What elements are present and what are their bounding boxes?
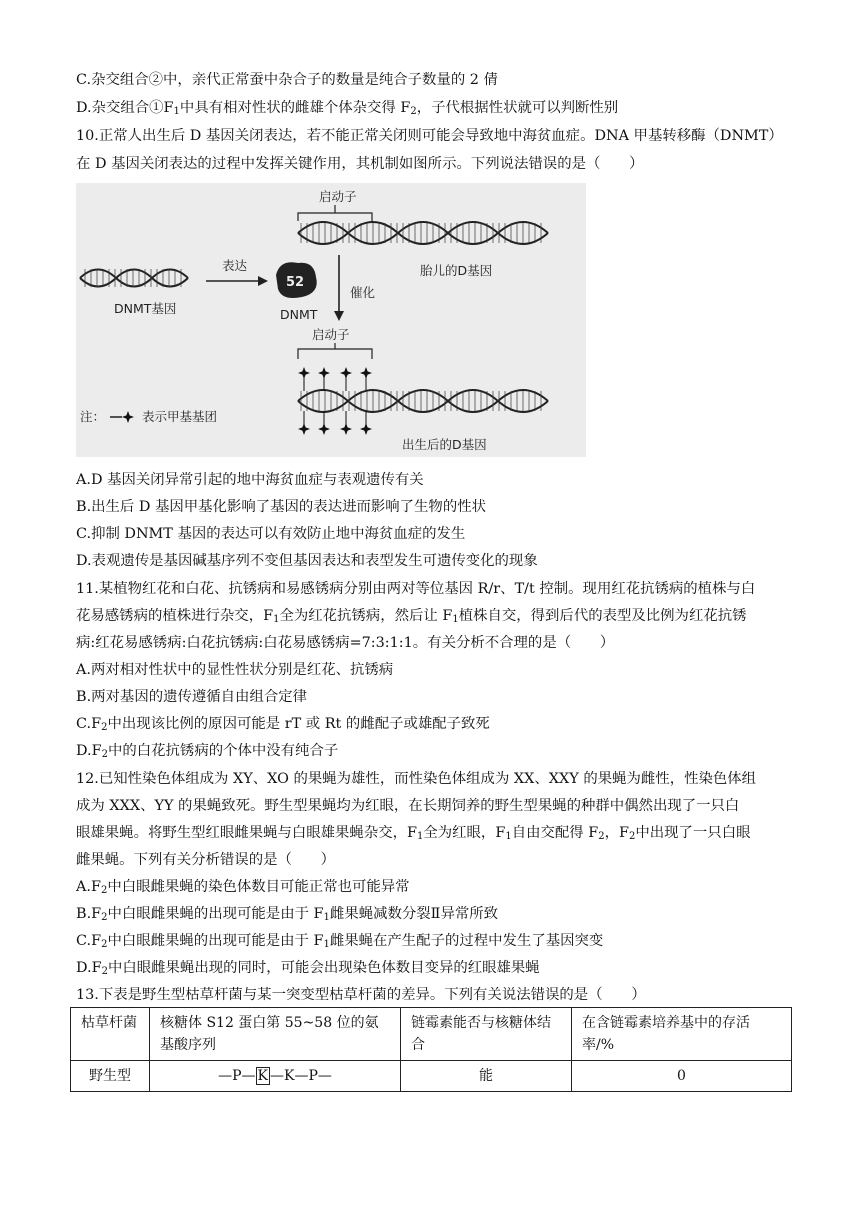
bacteria-comparison-table [70,1007,792,1092]
q9-option-c: C.杂交组合②中，亲代正常蚕中杂合子的数量是纯合子数量的 2 倩 [76,72,498,88]
q11-option-a: A.两对相对性状中的显性性状分别是红花、抗锈病 [76,662,394,678]
after-birth-d-gene-helix [298,390,548,412]
q11-stem-line2: 花易感锈病的植株进行杂交，$F_1$全为红花抗锈病，然后让 $F_1$植株自交，得到后代的表型及比例为红花抗锈 [76,608,747,625]
q11-stem-line1: 11.某植物红花和白花、抗锈病和易感锈病分别由两对等位基因 R/r、T/t 控制。现用红花抗锈病的植株与白 [76,581,756,597]
methyl-legend-icon [110,411,134,423]
dnmt-gene-label: DNMT基因 [114,301,177,316]
q12-option-c: $C.F_2$中白眼雌果蝇的出现可能是由于 $F_1$雌果蝇在产生配子的过程中发生了基因突变 [76,933,604,950]
dnmt-label: DNMT [280,307,318,322]
q10-option-a: A.D 基因关闭异常引起的地中海贫血症与表观遗传有关 [76,472,424,488]
header-cell: 核糖体 S12 蛋白第 55~58 位的氨基酸序列 [150,1008,401,1061]
q12-stem-line4: 雌果蝇。下列有关分析错误的是（ ） [76,852,336,868]
expression-label: 表达 [222,258,248,273]
promoter-bottom-label: 启动子 [312,327,350,342]
header-cell: 在含链霉素培养基中的存活率/% [572,1008,792,1061]
q10-option-c: C.抑制 DNMT 基因的表达可以有效防止地中海贫血症的发生 [76,526,466,542]
after-birth-d-gene-label: 出生后的D基因 [402,437,487,452]
header-cell: 枯草杆菌 [71,1008,150,1061]
q12-option-b: $B.F_2$中白眼雌果蝇的出现可能是由于 $F_1$雌果蝇减数分裂Ⅱ异常所致 [76,906,499,923]
dnmt-gene-helix [80,269,188,287]
dnmt-mechanism-figure [76,183,586,457]
q13-stem: 13.下表是野生型枯草杆菌与某一突变型枯草杆菌的差异。下列有关说法错误的是（ ） [76,987,646,1003]
table-cell: 野生型 [71,1061,150,1092]
header-cell: 链霉素能否与核糖体结合 [401,1008,572,1061]
promoter-top-bracket [298,205,372,221]
q10-option-b: B.出生后 D 基因甲基化影响了基因的表达进而影响了生物的性状 [76,499,486,515]
dnmt-enzyme-icon [276,262,317,298]
promoter-top-label: 启动子 [319,189,357,204]
promoter-bottom-bracket [298,343,372,359]
svg-text:52: 52 [286,275,305,290]
q12-option-d: $D.F_2$中白眼雌果蝇出现的同时，可能会出现染色体数目变异的红眼雄果蝇 [76,960,540,977]
table-cell: 0 [572,1061,792,1092]
note-text: 表示甲基基团 [142,409,218,424]
catalysis-arrow-icon [334,311,344,321]
table-cell: 能 [401,1061,572,1092]
q12-stem-line2: 成为 XXX、YY 的果蝇致死。野生型果蝇均为红眼，在长期饲养的野生型果蝇的种群中偶然出现了一只白 [76,798,740,814]
q10-stem-line1: 10.正常人出生后 D 基因关闭表达，若不能正常关闭则可能会导致地中海贫血症。DNA 甲基转移酶（DNMT） [76,128,783,144]
q10-option-d: D.表观遗传是基因碱基序列不变但基因表达和表型发生可遗传变化的现象 [76,553,538,569]
q11-option-d: $D.F_2$中的白花抗锈病的个体中没有纯合子 [76,743,339,760]
table-row [71,1061,792,1092]
highlighted-residue: K [257,1068,268,1084]
expression-arrow-icon [258,276,268,286]
q12-option-a: $A.F_2$中白眼雌果蝇的染色体数目可能正常也可能异常 [76,879,410,896]
note-label: 注： [80,409,106,424]
q10-stem-line2: 在 D 基因关闭表达的过程中发挥关键作用，其机制如图所示。下列说法错误的是（ ） [76,156,644,172]
table-cell: —P— K —K—P— [150,1061,401,1092]
fetal-d-gene-label: 胎儿的D基因 [420,263,493,278]
fetal-d-gene-helix [298,222,548,244]
catalysis-label: 催化 [350,285,376,300]
q11-stem-line3: 病:红花易感锈病:白花抗锈病:白花易感锈病=7:3:1:1。有关分析不合理的是（ ） [76,635,615,651]
q12-stem-line1: 12.已知性染色体组成为 XY、XO 的果蝇为雄性，而性染色体组成为 XX、XXY 的果蝇为雌性，性染色体组 [76,771,757,787]
q11-option-b: B.两对基因的遗传遵循自由组合定律 [76,689,308,705]
q12-stem-line3: 眼雄果蝇。将野生型红眼雌果蝇与白眼雄果蝇杂交，$F_1$全为红眼，$F_1$自由交配得 $F_2$，$F_2$中出现了一只白眼 [76,825,751,842]
table-header-row [71,1008,792,1061]
q11-option-c: $C.F_2$中出现该比例的原因可能是 rT 或 Rt 的雌配子或雄配子致死 [76,716,490,733]
q9-option-d: D.杂交组合$①F_1$中具有相对性状的雌雄个体杂交得 $F_2$，子代根据性状就可以判断性别 [76,100,619,117]
